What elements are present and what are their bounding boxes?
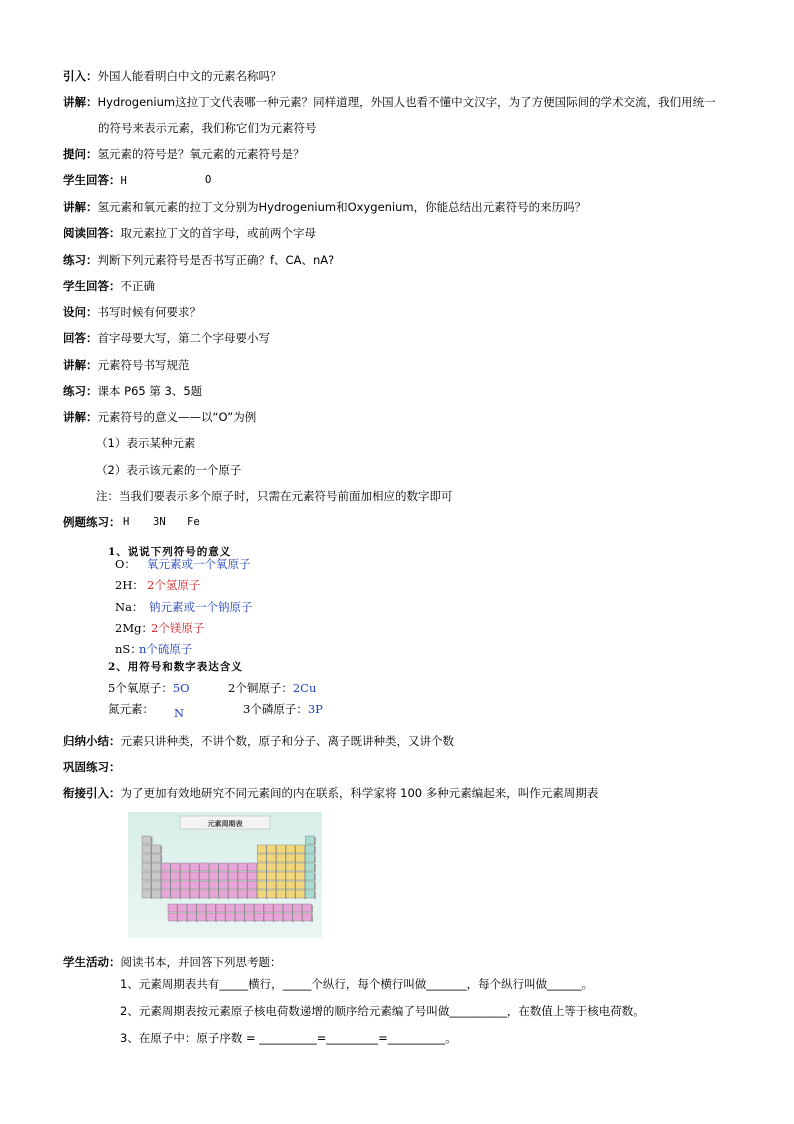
example-row xyxy=(115,642,193,656)
intro-line xyxy=(63,68,282,84)
periodic-cell xyxy=(152,845,161,853)
periodic-cell xyxy=(257,863,266,871)
periodic-cell xyxy=(254,913,263,921)
periodic-cell xyxy=(274,913,283,921)
example-exercise-line xyxy=(63,514,200,530)
periodic-cell xyxy=(200,872,209,880)
periodic-cell xyxy=(161,863,170,871)
periodic-cell xyxy=(142,881,151,889)
periodic-cell xyxy=(267,845,276,853)
explain-line-3 xyxy=(63,357,190,373)
example-symbol: nS： xyxy=(115,642,142,656)
line-text: 首字母要大写，第二个字母要小写 xyxy=(97,331,270,345)
periodic-cell xyxy=(276,863,285,871)
line-label: 讲解： xyxy=(63,410,98,424)
periodic-cell xyxy=(187,904,196,912)
periodic-cell xyxy=(267,854,276,862)
periodic-cell-shade xyxy=(161,846,163,854)
periodic-cell xyxy=(286,881,295,889)
periodic-cell xyxy=(257,872,266,880)
periodic-cell-shade xyxy=(314,882,316,890)
periodic-cell xyxy=(267,881,276,889)
periodic-cell xyxy=(245,904,254,912)
symbol-3n: 3N xyxy=(153,516,166,528)
periodic-cell-shade xyxy=(314,837,316,845)
periodic-cell xyxy=(228,863,237,871)
example-answer: 5O xyxy=(172,681,190,695)
periodic-cell xyxy=(305,872,314,880)
periodic-table-image xyxy=(128,812,322,938)
periodic-cell xyxy=(161,872,170,880)
line-text: 取元素拉丁文的首字母，或前两个字母 xyxy=(120,226,316,240)
line-text: 氢元素和氧元素的拉丁文分别为Hydrogenium和Oxygenium，你能总结出元素符号的来历吗？ xyxy=(97,200,587,214)
periodic-cell xyxy=(286,890,295,898)
periodic-cell xyxy=(276,890,285,898)
periodic-cell xyxy=(296,872,305,880)
periodic-cell xyxy=(286,872,295,880)
periodic-cell xyxy=(187,913,196,921)
periodic-cell xyxy=(286,863,295,871)
periodic-cell xyxy=(171,872,180,880)
periodic-cell xyxy=(190,863,199,871)
symbol-fe: Fe xyxy=(187,516,200,528)
periodic-cell xyxy=(152,890,161,898)
periodic-cell xyxy=(302,904,311,912)
example-answer-row xyxy=(243,702,323,716)
periodic-cell xyxy=(302,913,311,921)
line-label: 巩固练习： xyxy=(63,760,121,774)
periodic-cell xyxy=(200,881,209,889)
periodic-cell xyxy=(283,913,292,921)
example-answer-row xyxy=(108,681,190,695)
periodic-cell xyxy=(180,890,189,898)
line-label: 引入： xyxy=(63,69,98,83)
periodic-cell xyxy=(296,854,305,862)
periodic-cell xyxy=(197,904,206,912)
example-symbol: 2H： xyxy=(115,578,144,592)
example-answer: n个硫原子 xyxy=(139,642,193,656)
line-label: 讲解： xyxy=(63,358,98,372)
explain-line-1-cont xyxy=(98,120,317,136)
periodic-cell xyxy=(238,863,247,871)
answer-line xyxy=(63,330,270,346)
line-text: 为了更加有效地研究不同元素间的内在联系，科学家将 100 多种元素编起来，叫作元素周期表 xyxy=(120,786,599,800)
example-symbol: 2Mg： xyxy=(115,621,153,635)
symbol-h: H xyxy=(123,516,130,528)
periodic-cell xyxy=(245,913,254,921)
periodic-cell xyxy=(248,872,257,880)
periodic-cell xyxy=(276,881,285,889)
periodic-cell xyxy=(305,845,314,853)
periodic-cell xyxy=(219,872,228,880)
line-label: 学生回答： xyxy=(63,279,121,293)
periodic-cell-shade xyxy=(161,855,163,863)
periodic-cell xyxy=(200,890,209,898)
line-text-2: O xyxy=(205,174,212,186)
periodic-cell xyxy=(171,881,180,889)
student-answer-2 xyxy=(63,278,155,294)
periodic-cell xyxy=(168,904,177,912)
periodic-cell xyxy=(226,913,235,921)
periodic-cell xyxy=(296,845,305,853)
example-question: 3个磷原子： xyxy=(243,702,308,716)
periodic-cell xyxy=(305,863,314,871)
periodic-table-title: 元素周期表 xyxy=(207,820,243,828)
line-label: 例题练习： xyxy=(63,515,121,529)
line-label: 归纳小结： xyxy=(63,734,121,748)
periodic-cell xyxy=(142,845,151,853)
line-text: 书写时候有何要求？ xyxy=(97,305,201,319)
line-text: （2）表示该元素的一个原子 xyxy=(96,463,242,477)
periodic-cell-shade xyxy=(314,855,316,863)
periodic-cell xyxy=(276,854,285,862)
line-text: （1）表示某种元素 xyxy=(96,436,196,450)
periodic-cell xyxy=(161,890,170,898)
line-text: 不正确 xyxy=(120,279,155,293)
periodic-cell xyxy=(296,890,305,898)
periodic-cell-shade xyxy=(314,846,316,854)
example-question: 2个铜原子： xyxy=(228,681,293,695)
periodic-cell xyxy=(286,845,295,853)
line-label: 讲解： xyxy=(63,95,98,109)
periodic-cell xyxy=(152,854,161,862)
periodic-cell xyxy=(305,890,314,898)
example-row xyxy=(115,600,253,614)
periodic-cell xyxy=(209,863,218,871)
periodic-cell xyxy=(161,881,170,889)
reading-answer xyxy=(63,225,316,241)
periodic-cell xyxy=(142,854,151,862)
periodic-cell xyxy=(152,881,161,889)
example-answer: 氧元素或一个氧原子 xyxy=(147,557,251,571)
line-text: 外国人能看明白中文的元素名称吗？ xyxy=(97,69,282,83)
line-text: 元素符号的意义——以“O”为例 xyxy=(97,410,257,424)
periodic-cell xyxy=(228,890,237,898)
periodic-cell xyxy=(235,913,244,921)
periodic-cell xyxy=(257,881,266,889)
periodic-cell xyxy=(238,890,247,898)
periodic-cell xyxy=(267,890,276,898)
periodic-cell xyxy=(190,881,199,889)
line-text: 氢元素的符号是？氧元素的元素符号是？ xyxy=(97,147,305,161)
line-label: 提问： xyxy=(63,147,98,161)
periodic-cell xyxy=(206,904,215,912)
periodic-cell xyxy=(178,904,187,912)
practice-line xyxy=(63,759,121,775)
periodic-cell-shade xyxy=(311,914,313,922)
periodic-cell xyxy=(200,863,209,871)
line-text: 的符号来表示元素，我们称它们为元素符号 xyxy=(98,121,317,135)
line-text: 判断下列元素符号是否书写正确？f、CA、nA? xyxy=(97,253,335,267)
example-row xyxy=(115,557,251,571)
question-line-2 xyxy=(63,304,201,320)
periodic-cell xyxy=(296,863,305,871)
meaning-item-2 xyxy=(96,462,241,478)
periodic-cell xyxy=(171,890,180,898)
activity-line xyxy=(63,954,282,970)
periodic-cell xyxy=(267,872,276,880)
periodic-cell xyxy=(171,863,180,871)
line-label: 衔接引入： xyxy=(63,786,121,800)
periodic-cell-shade xyxy=(151,837,153,845)
periodic-cell xyxy=(305,836,314,844)
periodic-cell xyxy=(168,913,177,921)
periodic-cell xyxy=(283,904,292,912)
line-text: 课本 P65 第 3、5题 xyxy=(97,384,203,398)
example-answer: 2Cu xyxy=(292,681,317,695)
line-label: 阅读回答： xyxy=(63,226,121,240)
example-row xyxy=(115,578,201,592)
periodic-cell xyxy=(257,890,266,898)
periodic-cell xyxy=(293,913,302,921)
line-label: 练习： xyxy=(63,253,98,267)
periodic-cell xyxy=(276,872,285,880)
student-answer-1 xyxy=(63,172,212,189)
question-text: 1、元素周期表共有_____横行，_____个纵行，每个横行叫做_______，每个纵行叫做______。 xyxy=(120,977,594,991)
periodic-cell xyxy=(197,913,206,921)
periodic-cell xyxy=(238,881,247,889)
meaning-note xyxy=(96,488,453,504)
periodic-cell xyxy=(142,836,151,844)
periodic-cell xyxy=(178,913,187,921)
line-text: 注：当我们要表示多个原子时，只需在元素符号前面加相应的数字即可 xyxy=(96,489,453,503)
periodic-cell xyxy=(142,872,151,880)
line-text: 元素只讲种类，不讲个数，原子和分子、离子既讲种类，又讲个数 xyxy=(120,734,454,748)
line-label: 练习： xyxy=(63,384,98,398)
periodic-cell xyxy=(276,845,285,853)
periodic-cell xyxy=(286,854,295,862)
example-symbol: Na： xyxy=(115,600,144,614)
periodic-cell xyxy=(219,881,228,889)
activity-q2 xyxy=(120,1003,645,1019)
question-line-1 xyxy=(63,146,305,162)
example-symbol: O： xyxy=(115,557,136,571)
example-answer-row xyxy=(228,681,316,695)
periodic-cell-shade xyxy=(314,864,316,872)
periodic-cell xyxy=(180,872,189,880)
periodic-cell xyxy=(257,845,266,853)
periodic-cell xyxy=(206,913,215,921)
periodic-cell xyxy=(209,890,218,898)
periodic-cell xyxy=(216,904,225,912)
explain-line-4 xyxy=(63,409,256,425)
periodic-cell xyxy=(190,890,199,898)
example-question: 5个氧原子： xyxy=(108,681,173,695)
example-q2-title: 2、用符号和数字表达含义 xyxy=(108,661,243,673)
periodic-cell xyxy=(305,881,314,889)
line-text: 阅读书本，并回答下列思考题： xyxy=(120,955,282,969)
question-text: 2、元素周期表按元素原子核电荷数递增的顺序给元素编了号叫做__________，在数值上等于核电荷数。 xyxy=(120,1004,645,1018)
periodic-cell xyxy=(152,872,161,880)
periodic-cell xyxy=(254,904,263,912)
meaning-item-1 xyxy=(96,435,195,451)
line-label: 讲解： xyxy=(63,200,98,214)
periodic-cell xyxy=(296,881,305,889)
periodic-cell xyxy=(209,881,218,889)
example-row xyxy=(115,621,205,635)
explain-line-1 xyxy=(63,94,716,110)
line-text: H xyxy=(120,175,127,187)
periodic-cell xyxy=(305,854,314,862)
line-text: Hydrogenium这拉丁文代表哪一种元素？同样道理，外国人也看不懂中文汉字，为了方便国际间的学术交流，我们用统一 xyxy=(97,95,716,109)
summary-line xyxy=(63,733,454,749)
line-label: 学生活动： xyxy=(63,955,121,969)
periodic-cell-shade xyxy=(314,873,316,881)
periodic-cell-shade xyxy=(311,905,313,913)
example-answer: 钠元素或一个钠原子 xyxy=(149,600,253,614)
periodic-cell xyxy=(293,904,302,912)
periodic-cell xyxy=(152,863,161,871)
transition-line xyxy=(63,785,598,801)
periodic-cell xyxy=(142,890,151,898)
periodic-cell xyxy=(190,872,199,880)
periodic-cell xyxy=(228,872,237,880)
periodic-cell xyxy=(226,904,235,912)
example-answer: N xyxy=(174,706,185,720)
example-answer: 2个氢原子 xyxy=(147,578,201,592)
explain-line-2 xyxy=(63,199,586,215)
periodic-cell xyxy=(235,904,244,912)
periodic-cell xyxy=(219,863,228,871)
line-label: 回答： xyxy=(63,331,98,345)
periodic-cell xyxy=(180,863,189,871)
example-answer-row xyxy=(108,702,185,720)
question-text: 3、在原子中：原子序数 = __________=_________=__________。 xyxy=(120,1031,457,1045)
line-text: 元素符号书写规范 xyxy=(97,358,190,372)
periodic-cell xyxy=(257,854,266,862)
periodic-cell xyxy=(264,913,273,921)
exercise-line-2 xyxy=(63,383,202,399)
periodic-cell xyxy=(248,881,257,889)
periodic-cell xyxy=(180,881,189,889)
example-answer: 2个镁原子 xyxy=(151,621,205,635)
periodic-cell xyxy=(209,872,218,880)
example-question: 氮元素： xyxy=(108,702,154,716)
periodic-cell xyxy=(238,872,247,880)
periodic-cell xyxy=(274,904,283,912)
example-answer: 3P xyxy=(307,702,323,716)
activity-q3 xyxy=(120,1030,457,1046)
line-label: 设问： xyxy=(63,305,98,319)
periodic-cell xyxy=(267,863,276,871)
periodic-cell xyxy=(216,913,225,921)
example-q1-title: 1、说说下列符号的意义 xyxy=(108,546,232,558)
line-label: 学生回答： xyxy=(63,173,121,187)
periodic-cell xyxy=(264,904,273,912)
exercise-line-1 xyxy=(63,252,334,268)
periodic-cell xyxy=(219,890,228,898)
periodic-cell xyxy=(142,863,151,871)
periodic-cell xyxy=(228,881,237,889)
periodic-cell-shade xyxy=(314,891,316,899)
activity-q1 xyxy=(120,976,593,992)
periodic-cell xyxy=(248,890,257,898)
periodic-cell xyxy=(248,863,257,871)
